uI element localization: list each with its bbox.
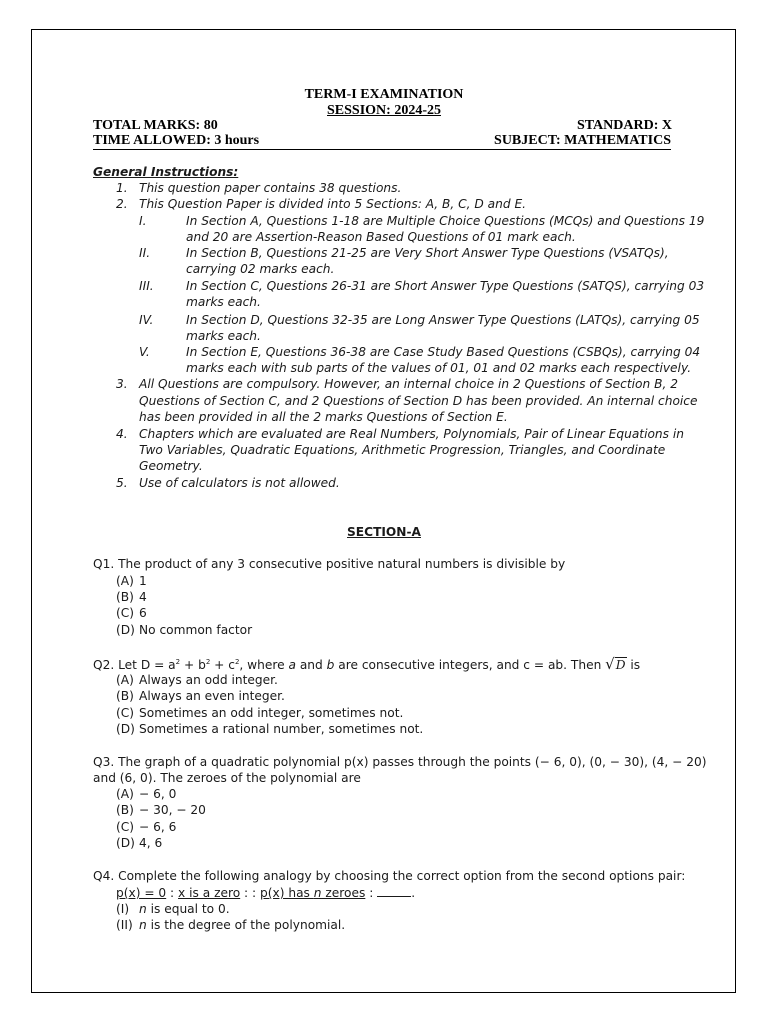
q1-option-d: No common factor	[139, 623, 253, 637]
q3-option-d: 4, 6	[139, 836, 163, 850]
q2-option-d-label: (D)	[116, 722, 135, 736]
q3-option-d-label: (D)	[116, 836, 135, 850]
q4-analogy: p(x) = 0 : x is a zero : : p(x) has n zeroes : .	[116, 886, 416, 900]
q3-option-b: − 30, − 20	[139, 803, 206, 817]
subitem-4-num: IV.	[139, 313, 154, 327]
q4-option-2: n is the degree of the polynomial.	[139, 918, 346, 932]
subitem-3-line1: In Section C, Questions 26-31 are Short Answer Type Questions (SATQS), carrying 03	[186, 279, 705, 293]
subitem-3-line2: marks each.	[186, 295, 261, 309]
instruction-5-num: 5.	[116, 476, 128, 490]
q3-option-b-label: (B)	[116, 803, 134, 817]
q2-option-c: Sometimes an odd integer, sometimes not.	[139, 706, 404, 720]
q4-option-1: n is equal to 0.	[139, 902, 230, 916]
q4-option-2-label: (II)	[116, 918, 133, 932]
subitem-2-line2: carrying 02 marks each.	[186, 262, 335, 276]
session-label: SESSION: 2024-25	[327, 103, 441, 118]
time-allowed: TIME ALLOWED: 3 hours	[93, 133, 260, 148]
subitem-4-line2: marks each.	[186, 329, 261, 343]
subitem-5-line1: In Section E, Questions 36-38 are Case Study Based Questions (CSBQs), carrying 04	[186, 345, 701, 359]
instruction-4-num: 4.	[116, 427, 128, 441]
instruction-4-line3: Geometry.	[139, 459, 203, 473]
q1-stem: Q1. The product of any 3 consecutive positive natural numbers is divisible by	[93, 557, 566, 571]
instruction-2-num: 2.	[116, 197, 128, 211]
q1-option-a-label: (A)	[116, 574, 134, 588]
q3-line1: Q3. The graph of a quadratic polynomial p(x) passes through the points (− 6, 0), (0, − 30), (4, − 20)	[93, 755, 707, 769]
instructions-heading: General Instructions:	[93, 165, 239, 179]
subitem-5-num: V.	[139, 345, 150, 359]
sqrt-d: √D	[605, 655, 626, 673]
exam-title: TERM-I EXAMINATION	[304, 87, 464, 102]
q1-option-d-label: (D)	[116, 623, 135, 637]
q2-option-c-label: (C)	[116, 706, 135, 720]
q3-option-a-label: (A)	[116, 787, 134, 801]
subject: SUBJECT: MATHEMATICS	[494, 133, 671, 148]
q1-option-c: 6	[139, 606, 147, 620]
section-title: SECTION-A	[347, 525, 421, 539]
q1-option-a: 1	[139, 574, 147, 588]
instruction-2: This Question Paper is divided into 5 Sections: A, B, C, D and E.	[139, 197, 527, 211]
instruction-5: Use of calculators is not allowed.	[139, 476, 340, 490]
instruction-3-line3: has been provided in all the 2 marks Questions of Section E.	[139, 410, 508, 424]
q4-option-1-label: (I)	[116, 902, 130, 916]
subitem-2-num: II.	[139, 246, 151, 260]
instruction-3-num: 3.	[116, 377, 128, 391]
instruction-1: This question paper contains 38 questions.	[139, 181, 402, 195]
total-marks: TOTAL MARKS: 80	[93, 118, 218, 133]
answer-blank	[377, 885, 411, 897]
q1-option-b: 4	[139, 590, 147, 604]
q3-option-a: − 6, 0	[139, 787, 177, 801]
header-rule	[93, 133, 671, 150]
q2-option-a: Always an odd integer.	[139, 673, 278, 687]
subitem-4-line1: In Section D, Questions 32-35 are Long Answer Type Questions (LATQs), carrying 05	[186, 313, 700, 327]
subitem-1-line1: In Section A, Questions 1-18 are Multiple Choice Questions (MCQs) and Questions 19	[186, 214, 705, 228]
q1-option-b-label: (B)	[116, 590, 134, 604]
q2-option-a-label: (A)	[116, 673, 134, 687]
q3-option-c: − 6, 6	[139, 820, 177, 834]
subitem-2-line1: In Section B, Questions 21-25 are Very Short Answer Type Questions (VSATQs),	[186, 246, 669, 260]
subitem-1-num: I.	[139, 214, 147, 228]
instruction-1-num: 1.	[116, 181, 128, 195]
q3-line2: and (6, 0). The zeroes of the polynomial are	[93, 771, 361, 785]
instruction-4-line1: Chapters which are evaluated are Real Numbers, Polynomials, Pair of Linear Equations in	[139, 427, 684, 441]
q2-stem: Q2. Let $D = a^2 + b^2 + c^2$, where a and b are consecutive integers, and c = ab. Then √D is	[93, 655, 641, 673]
instruction-3-line1: All Questions are compulsory. However, an internal choice in 2 Questions of Section B, 2	[139, 377, 678, 391]
instruction-4-line2: Two Variables, Quadratic Equations, Arithmetic Progression, Triangles, and Coordinate	[139, 443, 666, 457]
subitem-5-line2: marks each with sub parts of the values of 01, 01 and 02 marks each respectively.	[186, 361, 692, 375]
standard: STANDARD: X	[576, 118, 672, 133]
q4-stem: Q4. Complete the following analogy by choosing the correct option from the second options pair:	[93, 869, 686, 883]
q2-option-b-label: (B)	[116, 689, 134, 703]
q1-option-c-label: (C)	[116, 606, 135, 620]
subitem-1-line2: and 20 are Assertion-Reason Based Questions of 01 mark each.	[186, 230, 576, 244]
instruction-3-line2: Questions of Section C, and 2 Questions of Section D has been provided. An internal choice	[139, 394, 698, 408]
subitem-3-num: III.	[139, 279, 154, 293]
q3-option-c-label: (C)	[116, 820, 135, 834]
q2-option-b: Always an even integer.	[139, 689, 285, 703]
q2-option-d: Sometimes a rational number, sometimes not.	[139, 722, 424, 736]
